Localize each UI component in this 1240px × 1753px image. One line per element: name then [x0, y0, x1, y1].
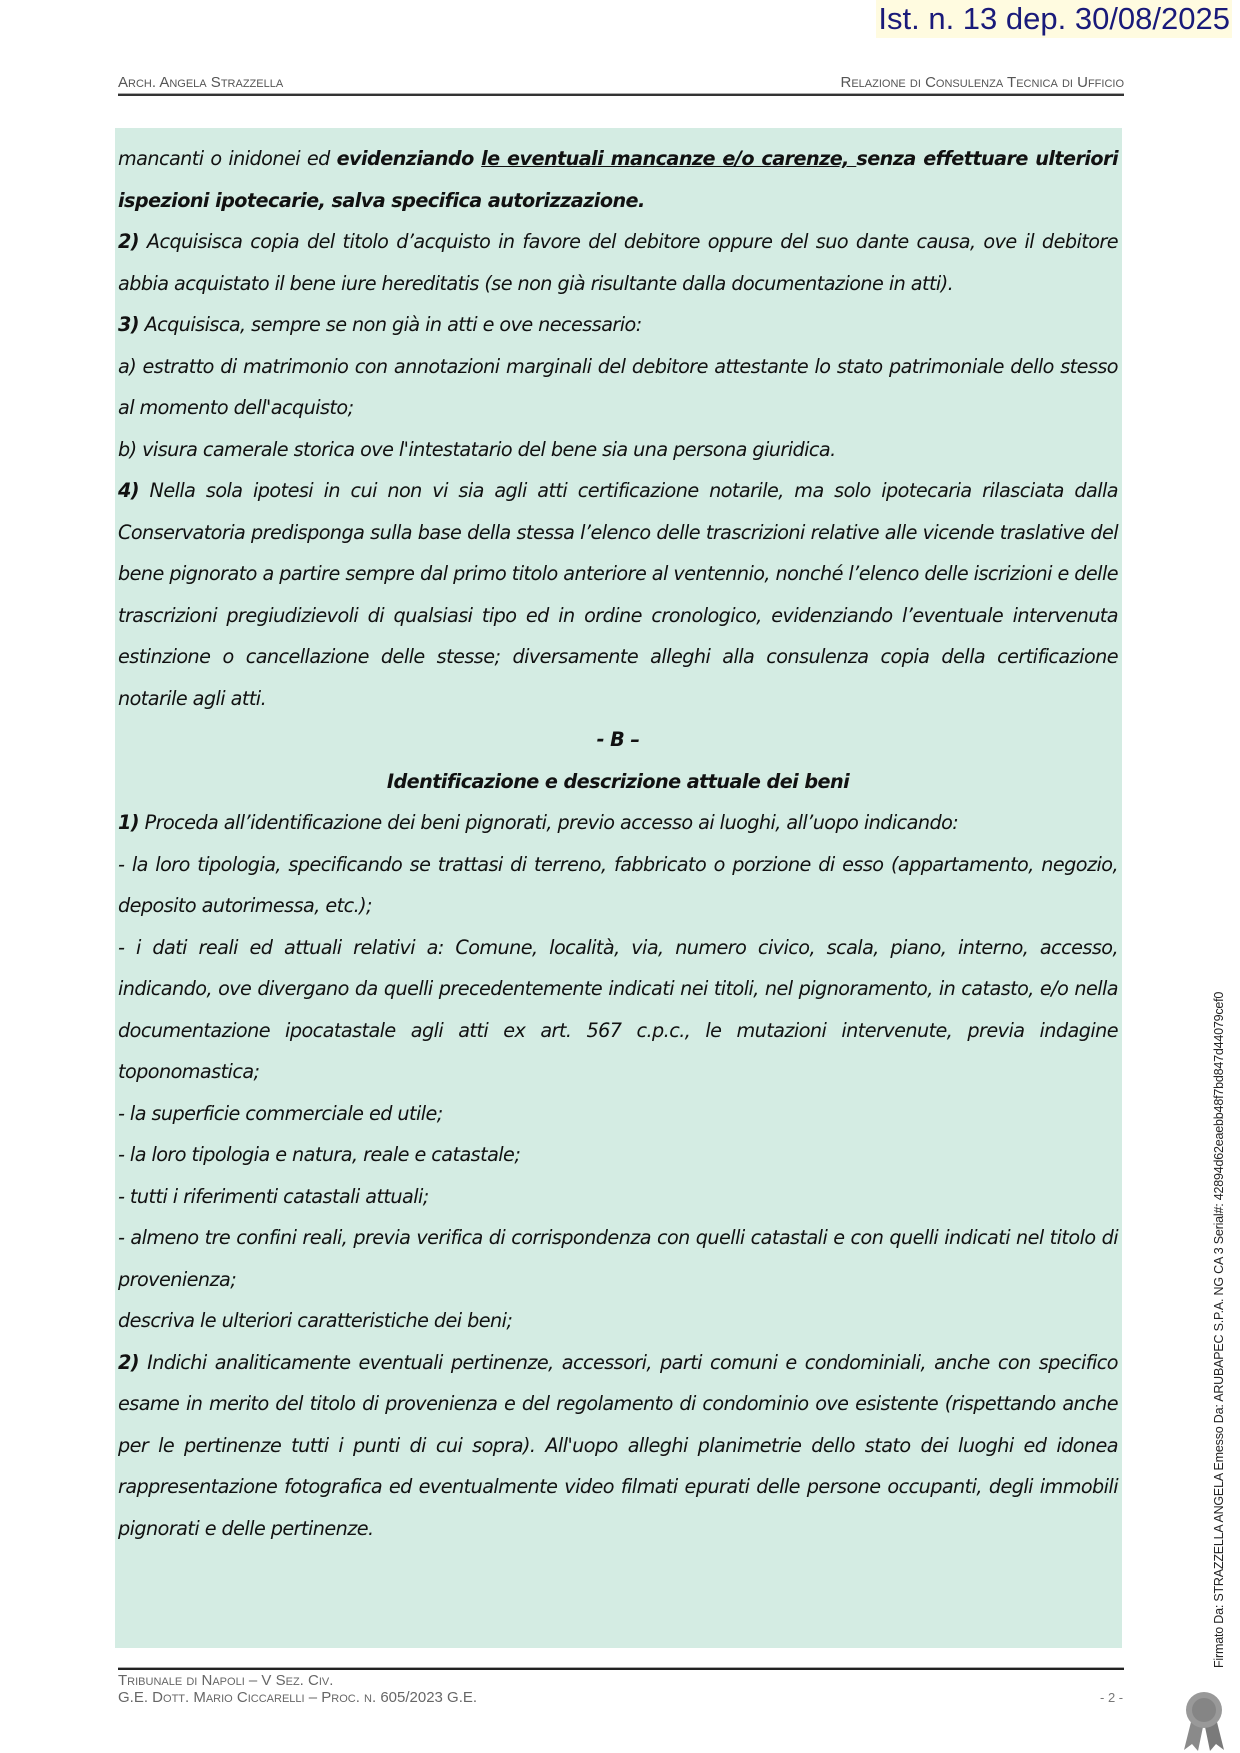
header-divider — [118, 93, 1124, 96]
p2-text: Acquisisca copia del titolo d’acquisto in favore del debitore oppure del suo dante causa, ove il debitore abbia acquistato il bene iure hereditatis (se non già risultante dalla documentazione in atti). — [118, 230, 1118, 295]
digital-signature-text: Firmato Da: STRAZZELLA ANGELA Emesso Da: ARUBAPEC S.P.A. NG CA 3 Serial#: 42894d62eaebb48f7bd847d44079cef0 — [1212, 991, 1226, 1668]
paragraph-4 — [118, 470, 1118, 719]
p1-bold-tail: senza effettuare ulteriori ispezioni ipotecarie, salva specifica autorizzazione. — [118, 147, 1118, 212]
b2-text: Indichi analiticamente eventuali pertinenze, accessori, parti comuni e condominiali, anche con specifico esame in merito del titolo di provenienza e del regolamento di condominio ove esistente (rispettando anche per le pertinenze tutti i punti di cui sopra). All'uopo alleghi planimetrie dello stato dei luoghi ed idonea rappresentazione fotografica ed eventualmente video filmati epurati delle persone occupanti, degli immobili pignorati e delle pertinenze. — [118, 1350, 1118, 1540]
paragraph-1 — [118, 138, 1118, 221]
paragraph-3a: a) estratto di matrimonio con annotazioni marginali del debitore attestante lo stato patrimoniale dello stesso al momento dell'acquisto; — [118, 354, 1118, 419]
paragraph-b2 — [118, 1342, 1118, 1550]
item-number: 3) — [118, 313, 140, 336]
list-item: - la loro tipologia e natura, reale e catastale; — [118, 1143, 521, 1166]
p1-bold: evidenziando — [336, 147, 482, 170]
list-item: - tutti i riferimenti catastali attuali; — [118, 1184, 429, 1208]
list-item: - almeno tre confini reali, previa verifica di corrispondenza con quelli catastali e con quelli indicati nel titolo di provenienza; — [118, 1226, 1118, 1291]
seal-ribbon-icon — [1178, 1690, 1230, 1752]
section-letter-text: - B – — [596, 728, 640, 751]
section-title-text: Identificazione e descrizione attuale dei beni — [386, 769, 850, 793]
item-number: 2) — [118, 1350, 140, 1374]
page-number: - 2 - — [1100, 1690, 1124, 1705]
p4-text: Nella sola ipotesi in cui non vi sia agli atti certificazione notarile, ma solo ipotecaria rilasciata dalla Conservatoria predisponga sulla base della stessa l’elenco delle trascrizioni relative alle vicende traslative del bene pignorato a partire sempre dal primo titolo anteriore al ventennio, nonché l’elenco delle iscrizioni e delle trascrizioni pregiudizievoli di qualsiasi tipo ed in ordine cronologico, evidenziando l’eventuale intervenuta estinzione o cancellazione delle stesse; diversamente alleghi alla consulenza copia della certificazione notarile agli atti. — [118, 479, 1118, 710]
page-footer — [118, 1672, 818, 1706]
page-header — [118, 74, 1124, 94]
item-number: 2) — [118, 230, 140, 253]
list-item: - la superficie commerciale ed utile; — [118, 1101, 443, 1125]
p1-text: mancanti o inidonei ed — [118, 147, 337, 170]
item-number: 4) — [118, 479, 140, 502]
item-number: 1) — [118, 811, 140, 834]
section-letter — [118, 719, 1118, 761]
footer-case: G.E. Dott. Mario Ciccarelli – Proc. n. 605/2023 G.E. — [118, 1689, 478, 1706]
header-author: Arch. Angela Strazzella — [118, 74, 284, 91]
footer-divider — [118, 1667, 1124, 1670]
paragraph-3 — [118, 304, 1118, 346]
p1-underlined: le eventuali mancanze e/o carenze, — [481, 147, 857, 170]
header-title: Relazione di Consulenza Tecnica di Ufficio — [840, 74, 1124, 91]
paragraph-2 — [118, 221, 1118, 304]
b1-text: Proceda all’identificazione dei beni pignorati, previo accesso ai luoghi, all’uopo indicando: — [139, 811, 959, 834]
document-body — [118, 138, 1118, 1549]
section-title — [118, 761, 1118, 803]
paragraph-b1 — [118, 802, 1118, 844]
list-item: descriva le ulteriori caratteristiche dei beni; — [118, 1309, 513, 1332]
footer-court: Tribunale di Napoli – V Sez. Civ. — [118, 1672, 334, 1689]
list-item: - la loro tipologia, specificando se trattasi di terreno, fabbricato o porzione di esso (appartamento, negozio, deposito autorimessa, etc.); — [118, 852, 1118, 917]
deposit-stamp: Ist. n. 13 dep. 30/08/2025 — [878, 1, 1230, 36]
paragraph-3b: b) visura camerale storica ove l'intestatario del bene sia una persona giuridica. — [118, 437, 836, 461]
list-item: - i dati reali ed attuali relativi a: Comune, località, via, numero civico, scala, piano, interno, accesso, indicando, ove divergano da quelli precedentemente indicati nei titoli, nel pignoramento, in catasto, e/o nella documentazione ipocatastale agli atti ex art. 567 c.p.c., le mutazioni intervenute, previa indagine toponomastica; — [118, 935, 1118, 1083]
p3-text: Acquisisca, sempre se non già in atti e ove necessario: — [139, 313, 642, 336]
